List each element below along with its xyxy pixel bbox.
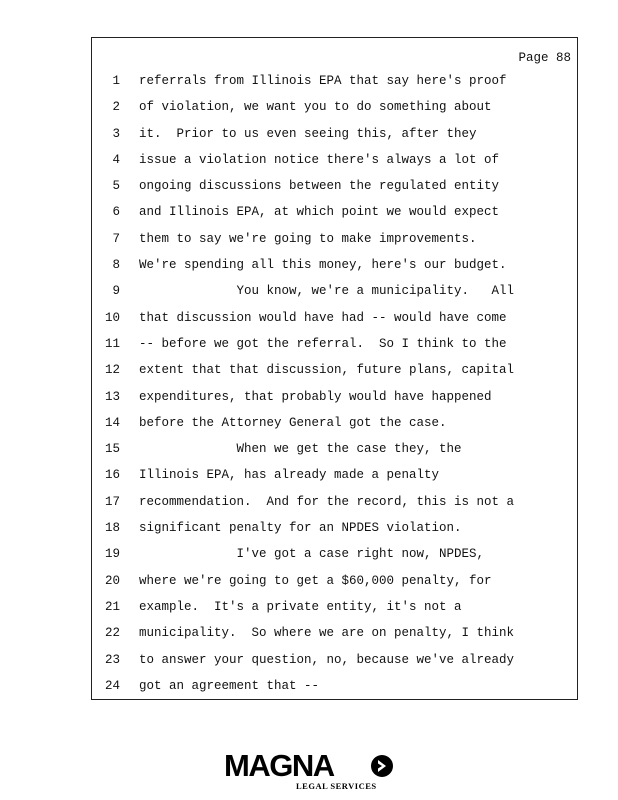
transcript-line [92, 121, 577, 147]
line-text: I've got a case right now, NPDES, [139, 547, 485, 562]
line-number: 10 [104, 310, 120, 325]
line-number: 4 [112, 152, 120, 167]
line-number: 15 [104, 442, 120, 457]
line-text: municipality. So where we are on penalty, I think [139, 626, 515, 641]
line-number: 16 [104, 468, 120, 483]
line-text: got an agreement that -- [139, 678, 320, 693]
line-number: 11 [104, 336, 120, 351]
transcript-line [92, 647, 577, 673]
transcript-lines [92, 68, 577, 699]
transcript-line [92, 568, 577, 594]
transcript-line [92, 252, 577, 278]
transcript-line [92, 278, 577, 304]
magna-logo [224, 750, 399, 792]
line-text: We're spending all this money, here's our budget. [139, 258, 507, 273]
line-number: 18 [104, 521, 120, 536]
line-text: example. It's a private entity, it's not a [139, 599, 462, 614]
line-text: extent that that discussion, future plans, capital [139, 363, 515, 378]
transcript-page [91, 37, 578, 700]
line-number: 17 [104, 494, 120, 509]
transcript-line [92, 462, 577, 488]
line-number: 14 [104, 415, 120, 430]
line-text: significant penalty for an NPDES violation. [139, 521, 462, 536]
line-text: Illinois EPA, has already made a penalty [139, 468, 440, 483]
line-text: recommendation. And for the record, this is not a [139, 494, 515, 509]
line-number: 19 [104, 547, 120, 562]
line-number: 7 [112, 231, 120, 246]
transcript-line [92, 173, 577, 199]
transcript-line [92, 226, 577, 252]
transcript-line [92, 331, 577, 357]
line-text: before the Attorney General got the case. [139, 415, 447, 430]
line-number: 9 [112, 284, 120, 299]
chevron-right-circle-icon [371, 755, 393, 777]
line-number: 13 [104, 389, 120, 404]
transcript-line [92, 673, 577, 699]
transcript-line [92, 357, 577, 383]
line-text: it. Prior to us even seeing this, after they [139, 126, 477, 141]
transcript-line [92, 94, 577, 120]
line-number: 1 [112, 74, 120, 88]
transcript-line [92, 541, 577, 567]
line-number: 5 [112, 179, 120, 194]
line-text: -- before we got the referral. So I think to the [139, 336, 507, 351]
transcript-line [92, 305, 577, 331]
line-text: to answer your question, no, because we've already [139, 652, 515, 667]
transcript-line [92, 410, 577, 436]
transcript-line [92, 68, 577, 94]
line-number: 12 [104, 363, 120, 378]
line-number: 24 [104, 678, 120, 693]
transcript-line [92, 489, 577, 515]
line-text: where we're going to get a $60,000 penalty, for [139, 573, 492, 588]
line-number: 2 [112, 100, 120, 115]
line-text: When we get the case they, the [139, 442, 462, 457]
transcript-line [92, 620, 577, 646]
line-number: 23 [104, 652, 120, 667]
line-number: 6 [112, 205, 120, 220]
line-text: referrals from Illinois EPA that say here's proof [139, 74, 507, 88]
line-text: and Illinois EPA, at which point we would expect [139, 205, 500, 220]
line-text: that discussion would have had -- would have come [139, 310, 507, 325]
line-text: issue a violation notice there's always a lot of [139, 152, 500, 167]
line-text: of violation, we want you to do something about [139, 100, 492, 115]
transcript-line [92, 515, 577, 541]
line-text: ongoing discussions between the regulated entity [139, 179, 500, 194]
transcript-line [92, 384, 577, 410]
line-number: 3 [112, 126, 120, 141]
transcript-line [92, 436, 577, 462]
page-number: Page 88 [518, 51, 571, 65]
transcript-line [92, 594, 577, 620]
logo-wordmark: MAGNA [224, 748, 334, 783]
line-text: expenditures, that probably would have happened [139, 389, 492, 404]
transcript-line [92, 147, 577, 173]
line-number: 22 [104, 626, 120, 641]
line-number: 20 [104, 573, 120, 588]
line-number: 8 [112, 258, 120, 273]
line-text: You know, we're a municipality. All [139, 284, 515, 299]
line-text: them to say we're going to make improvements. [139, 231, 477, 246]
transcript-line [92, 199, 577, 225]
logo-subtitle: LEGAL SERVICES [296, 781, 377, 791]
line-number: 21 [104, 599, 120, 614]
